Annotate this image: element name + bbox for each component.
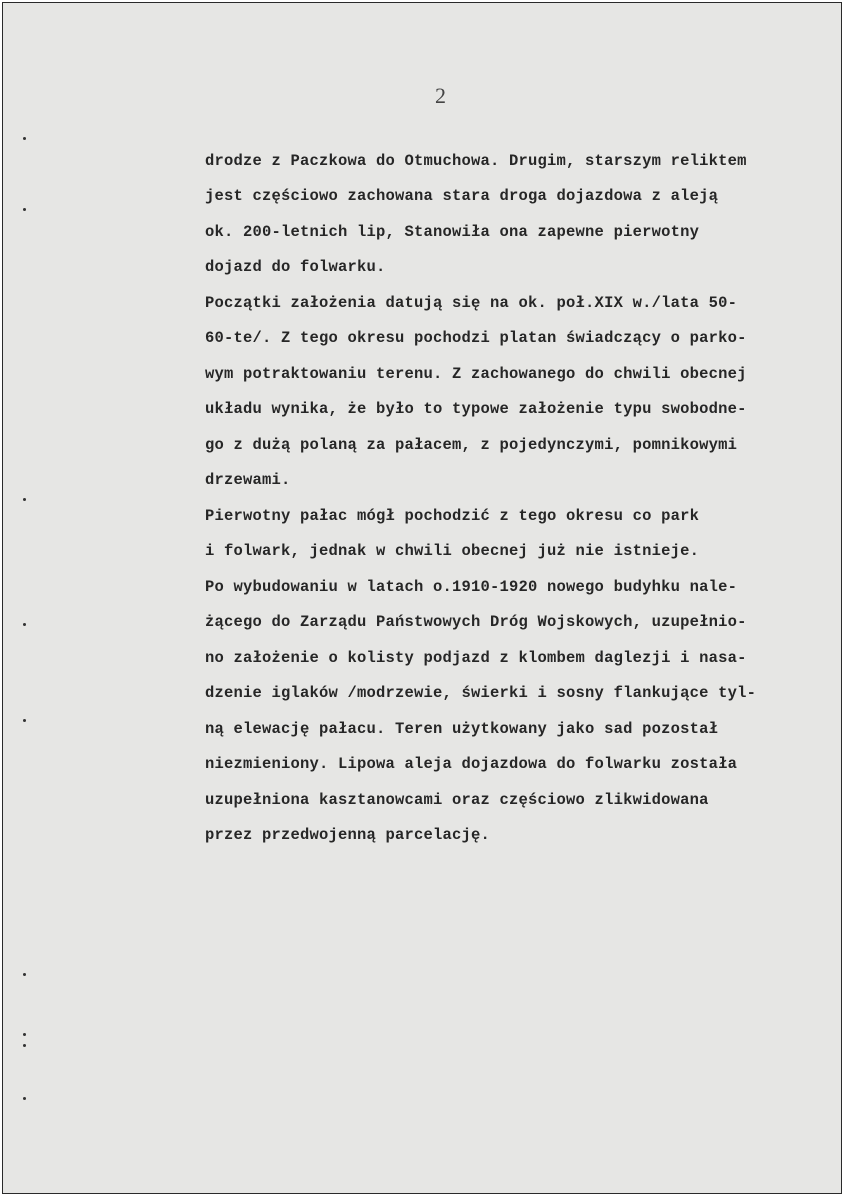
scan-speck — [23, 973, 26, 976]
text-line: wym potraktowaniu terenu. Z zachowanego do chwili obecnej — [205, 365, 747, 383]
scan-speck — [23, 623, 26, 626]
text-line: no założenie o kolisty podjazd z klombem daglezji i nasa- — [205, 649, 747, 667]
scan-speck — [23, 1044, 26, 1047]
text-line: przez przedwojenną parcelację. — [205, 826, 491, 844]
text-line: dojazd do folwarku. — [205, 258, 386, 276]
text-line: układu wynika, że było to typowe założenie typu swobodne- — [205, 400, 747, 418]
text-line: Po wybudowaniu w latach o.1910-1920 nowego budyhku nale- — [205, 578, 738, 596]
scan-speck — [23, 1097, 26, 1100]
text-line: 60-te/. Z tego okresu pochodzi platan świadczący o parko- — [205, 329, 747, 347]
text-line: dzenie iglaków /modrzewie, świerki i sosny flankujące tyl- — [205, 684, 757, 702]
text-line: ną elewację pałacu. Teren użytkowany jako sad pozostał — [205, 720, 719, 738]
text-line: jest częściowo zachowana stara droga dojazdowa z aleją — [205, 187, 719, 205]
text-line: niezmieniony. Lipowa aleja dojazdowa do folwarku została — [205, 755, 738, 773]
text-line: Początki założenia datują się na ok. poł.XIX w./lata 50- — [205, 294, 738, 312]
text-line: żącego do Zarządu Państwowych Dróg Wojskowych, uzupełnio- — [205, 613, 747, 631]
page-number: 2 — [435, 83, 446, 108]
scan-speck — [23, 137, 26, 140]
text-line: drzewami. — [205, 471, 291, 489]
document-page — [2, 2, 842, 1194]
text-line: ok. 200-letnich lip, Stanowiła ona zapewne pierwotny — [205, 223, 700, 241]
text-line: go z dużą polaną za pałacem, z pojedynczymi, pomnikowymi — [205, 436, 738, 454]
scan-speck — [23, 498, 26, 501]
text-line: drodze z Paczkowa do Otmuchowa. Drugim, starszym reliktem — [205, 152, 747, 170]
text-line: uzupełniona kasztanowcami oraz częściowo zlikwidowana — [205, 791, 709, 809]
scan-speck — [23, 1033, 26, 1036]
scan-speck — [23, 719, 26, 722]
text-line: i folwark, jednak w chwili obecnej już nie istnieje. — [205, 542, 700, 560]
scan-speck — [23, 208, 26, 211]
text-line: Pierwotny pałac mógł pochodzić z tego okresu co park — [205, 507, 700, 525]
